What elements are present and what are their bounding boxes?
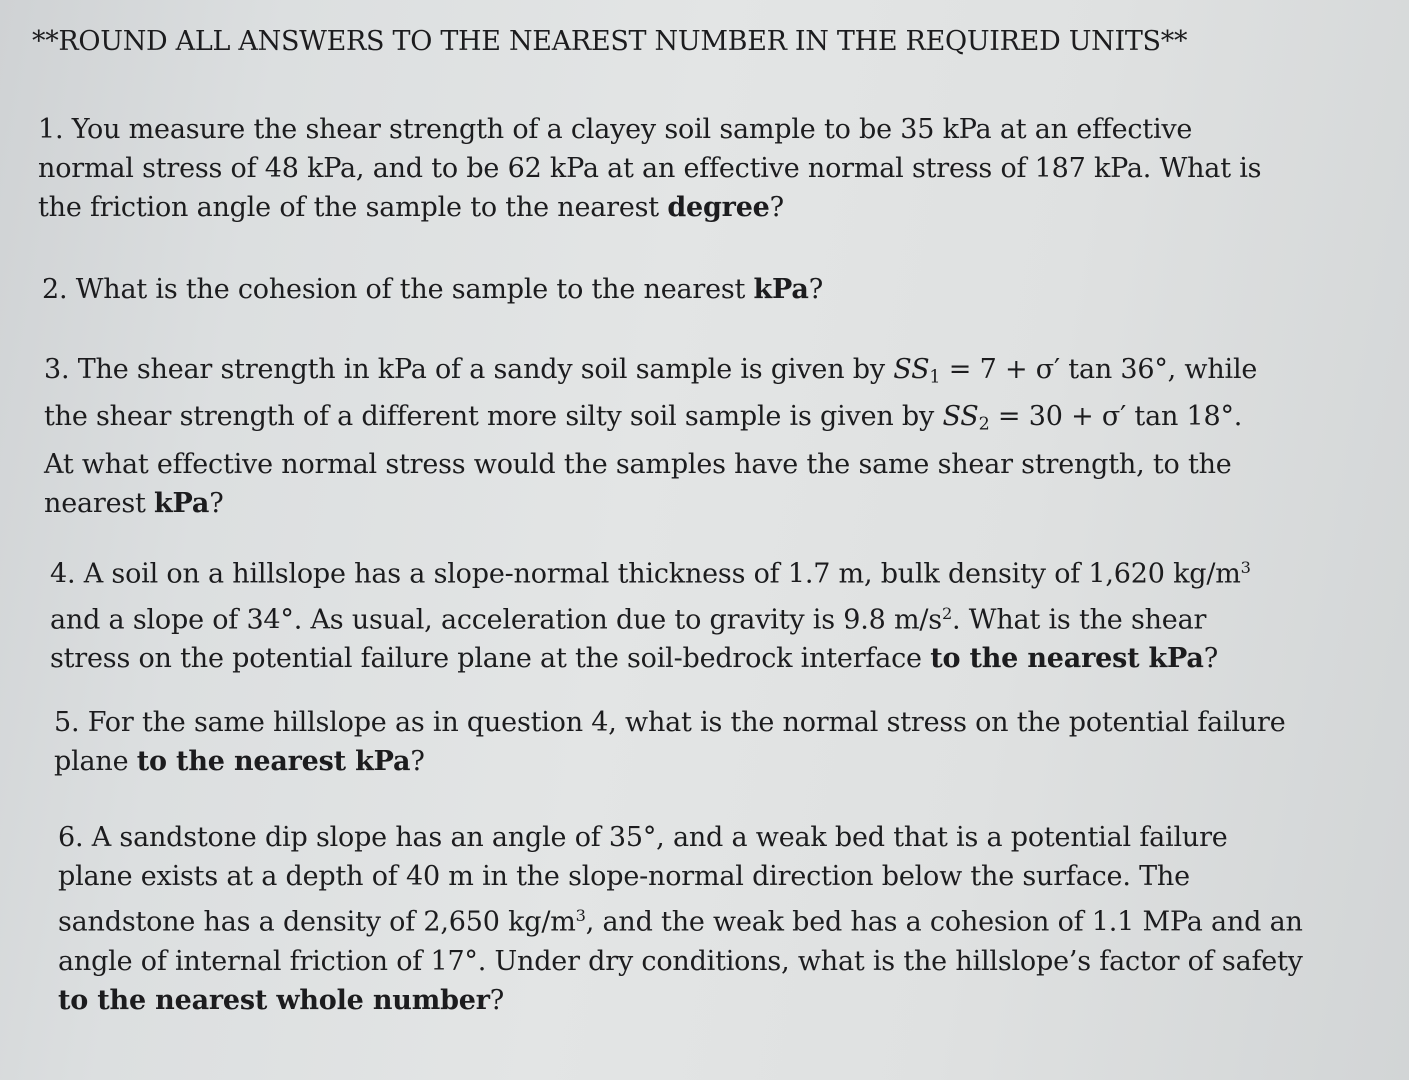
q1-line-3	[38, 188, 1261, 227]
q3-unit-kpa: kPa	[154, 487, 210, 519]
question-2	[42, 270, 823, 309]
q2-question-mark: ?	[808, 274, 824, 305]
q4-line-2-text: and a slope of 34°. As usual, acceleration due to gravity is 9.8 m/s	[50, 604, 942, 636]
q6-question-mark: ?	[489, 984, 505, 1016]
q3-line-1	[44, 350, 1257, 397]
q3-ss2-symbol: SS	[942, 401, 979, 433]
q6-rounding-bold: to the nearest whole number	[58, 984, 490, 1016]
q6-line-3-end: , and the weak bed has a cohesion of 1.1 MPa and an	[585, 906, 1303, 938]
q3-ss1-subscript: 1	[929, 367, 941, 388]
question-4	[50, 548, 1251, 678]
question-5	[54, 703, 1286, 781]
q6-line-3	[58, 896, 1303, 942]
q2-line-1	[42, 270, 823, 309]
q3-ss1-symbol: SS	[893, 354, 930, 385]
q2-text: 2. What is the cohesion of the sample to the nearest	[42, 274, 754, 305]
q1-question-mark: ?	[769, 192, 784, 223]
q3-ss2-equation: = 30 + σ′ tan 18°.	[989, 401, 1243, 433]
q4-line-2	[50, 594, 1251, 640]
q4-line-1-text: 4. A soil on a hillslope has a slope-normal thickness of 1.7 m, bulk density of 1,620 kg/m	[50, 558, 1241, 590]
q3-line-3: At what effective normal stress would the samples have the same shear strength, to the	[44, 448, 1232, 480]
rounding-instruction-header: **ROUND ALL ANSWERS TO THE NEAREST NUMBER IN THE REQUIRED UNITS**	[32, 26, 1188, 57]
q5-rounding-bold: to the nearest kPa	[136, 746, 411, 777]
q4-question-mark: ?	[1203, 643, 1219, 675]
q1-line-2: normal stress of 48 kPa, and to be 62 kPa at an effective normal stress of 187 kPa. What is	[38, 153, 1262, 184]
q2-unit-kpa: kPa	[753, 274, 809, 305]
q1-line-3-text: the friction angle of the sample to the nearest	[38, 192, 668, 223]
q3-line-4	[44, 484, 1257, 523]
q4-line-2-end: . What is the shear	[952, 604, 1207, 636]
q6-line-1: 6. A sandstone dip slope has an angle of 35°, and a weak bed that is a potential failure	[58, 822, 1228, 853]
q3-line-2-text: the shear strength of a different more silty soil sample is given by	[44, 401, 943, 433]
q4-line-1	[50, 548, 1251, 594]
question-1	[38, 110, 1261, 227]
q3-ss2-subscript: 2	[978, 414, 990, 435]
q3-question-mark: ?	[209, 487, 224, 519]
question-6	[58, 818, 1303, 1020]
q6-line-2: plane exists at a depth of 40 m in the slope-normal direction below the surface. The	[58, 861, 1190, 892]
q3-line-1-text: 3. The shear strength in kPa of a sandy soil sample is given by	[44, 354, 894, 385]
q1-unit-degree: degree	[667, 192, 770, 223]
q5-question-mark: ?	[410, 746, 425, 777]
q5-line-1: 5. For the same hillslope as in question 4, what is the normal stress on the potential failure	[54, 707, 1286, 738]
q4-line-3-text: stress on the potential failure plane at the soil-bedrock interface	[50, 643, 931, 675]
q5-line-2-text: plane	[54, 746, 137, 777]
q6-line-4: angle of internal friction of 17°. Under dry conditions, what is the hillslope’s factor of safety	[58, 945, 1303, 977]
q5-line-2	[54, 742, 1286, 781]
q4-squared-superscript: 2	[941, 603, 953, 623]
q3-line-4-text: nearest	[44, 487, 155, 519]
q4-rounding-bold: to the nearest kPa	[930, 643, 1204, 675]
q6-line-5	[58, 981, 1303, 1020]
q4-cubed-superscript: 3	[1240, 558, 1251, 577]
q3-ss1-equation: = 7 + σ′ tan 36°, while	[940, 354, 1258, 385]
q6-line-3-text: sandstone has a density of 2,650 kg/m	[58, 906, 576, 938]
q1-line-1: 1. You measure the shear strength of a clayey soil sample to be 35 kPa at an effective	[38, 114, 1193, 145]
q4-line-3	[50, 639, 1251, 678]
q3-line-2	[44, 397, 1257, 444]
q6-cubed-superscript: 3	[575, 906, 586, 925]
question-3	[44, 350, 1257, 523]
